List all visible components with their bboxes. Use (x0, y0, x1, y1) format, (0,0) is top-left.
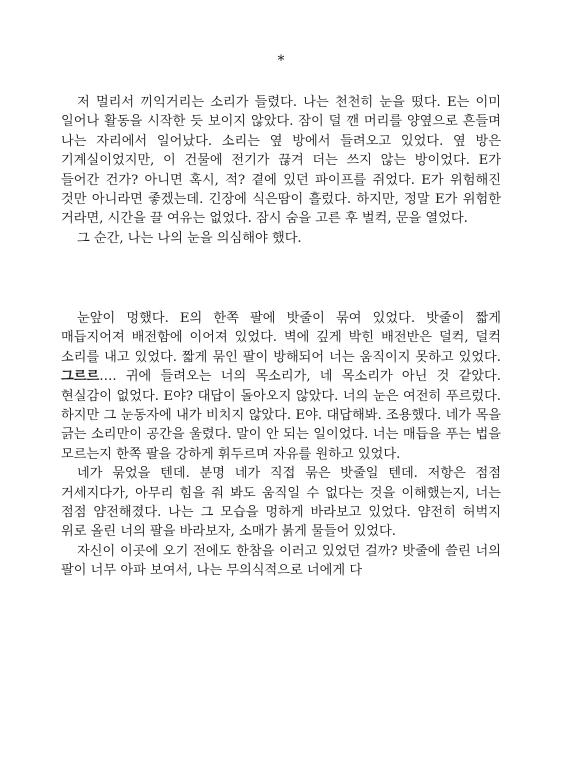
paragraph-text: …. 귀에 들려오는 너의 목소리가, 네 목소리가 아닌 것 같았다. 현실감이 없었다. E야? 대답이 돌아오지 않았다. 너의 눈은 여전히 푸르렀다. 하지만 그 눈동자에 내가 비치지 않았다. E야. 대답해봐. 조용했다. 네가 목을 긁는 소리만이 공간을 울렸다. 말이 안 되는 일이었다. 너는 매듭을 푸는 법을 모르는지 한쪽 팔을 강하게 휘두르며 자유를 원하고 있었다. (61, 369, 501, 462)
paragraph: 그 순간, 나는 나의 눈을 의심해야 했다. (77, 230, 302, 246)
paragraph-text: 눈앞이 멍했다. E의 한쪽 팔에 밧줄이 묶여 있었다. 밧줄이 짧게 매듭지어져 배전함에 이어져 있었다. 벽에 깊게 박힌 배전반은 덜컥, 덜컥 소리를 내고 있었다. 짧게 묶인 팔이 방해되어 너는 움직이지 못하고 있었다. (61, 311, 501, 365)
sound-effect-text: 그르르 (61, 369, 100, 385)
paragraph: 네가 묶었을 텐데. 분명 네가 직접 묶은 밧줄일 텐데. 저항은 점점 거세지다가, 아무리 힘을 줘 봐도 움직일 수 없다는 것을 이해했는지, 너는 점점 얌전해졌다. 나는 그 모습을 멍하게 바라보고 있었다. 얌전히 허벅지 위로 올린 너의 팔을 바라보자, 소매가 붉게 물들어 있었다. (61, 466, 501, 540)
paragraph: 자신이 이곳에 오기 전에도 한참을 이러고 있었던 걸까? 밧줄에 쓸린 너의 팔이 너무 아파 보여서, 나는 무의식적으로 너에게 다 (61, 543, 501, 579)
text-section-1 (61, 93, 501, 248)
text-section-2 (61, 309, 501, 581)
paragraph: 저 멀리서 끼익거리는 소리가 들렸다. 나는 천천히 눈을 떴다. E는 이미 일어나 활동을 시작한 듯 보이지 않았다. 잠이 덜 깬 머리를 양옆으로 흔들며 나는 자리에서 일어났다. 소리는 옆 방에서 들려오고 있었다. 옆 방은 기계실이었지만, 이 건물에 전기가 끊겨 더는 쓰지 않는 방이었다. E가 들어간 건가? 아니면 혹시, 적? 곁에 있던 파이프를 쥐었다. E가 위험해진 것만 아니라면 좋겠는데. 긴장에 식은땀이 흘렀다. 하지만, 정말 E가 위험한 거라면, 시간을 끌 여유는 없었다. 잠시 숨을 고른 후 벌컥, 문을 열었다. (61, 95, 501, 227)
paragraph (61, 309, 501, 464)
section-separator: * (277, 53, 285, 69)
